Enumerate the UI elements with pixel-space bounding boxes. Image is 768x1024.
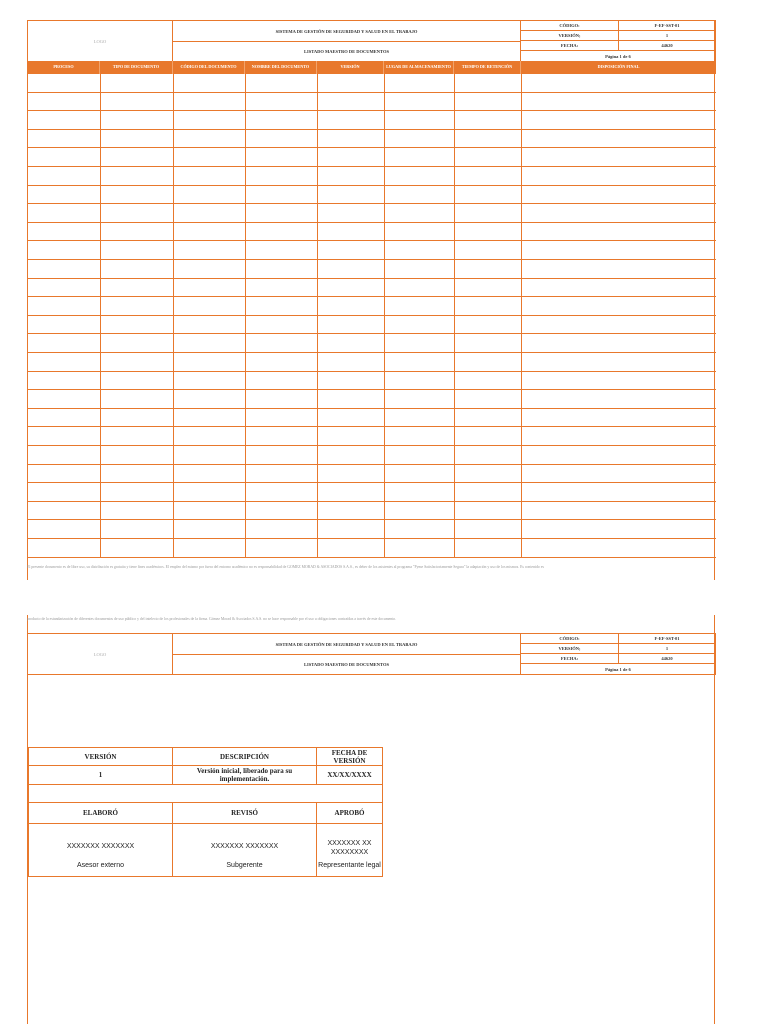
- table-row: [28, 148, 716, 167]
- table-row: [28, 539, 716, 558]
- logo-placeholder: LOGO: [28, 21, 173, 62]
- table-row: [28, 223, 716, 242]
- table-header: [28, 61, 716, 74]
- document-header: [28, 20, 716, 61]
- document-title: LISTADO MAESTRO DE DOCUMENTOS: [173, 42, 521, 62]
- fecha-value: 44620: [619, 41, 716, 51]
- table-row: [28, 316, 716, 335]
- revision-description-value: Versión inicial, liberado para su implementación.: [172, 765, 317, 785]
- fecha-label: FECHA:: [521, 654, 619, 664]
- document-header-2: [28, 633, 716, 674]
- table-row: [28, 427, 716, 446]
- codigo-label: CÓDIGO:: [521, 634, 619, 644]
- approval-header-elaboro: ELABORÓ: [28, 802, 173, 824]
- codigo-value: F-EF-SST-01: [619, 21, 716, 31]
- table-row: [28, 111, 716, 130]
- elaboro-name: XXXXXXX XXXXXXX: [66, 843, 135, 850]
- revision-header-fecha: FECHA DE VERSIÓN: [316, 747, 383, 766]
- page-indicator: Página 1 de 6: [521, 51, 716, 62]
- approval-header-aprobo: APROBÓ: [316, 802, 383, 824]
- table-row: [28, 409, 716, 428]
- table-row: [28, 260, 716, 279]
- disclaimer-text: El presente documento es de libre uso, su distribución es gratuita y tiene fines académicos. El empleo del mismo por fuera del entorno académico no es responsabilidad de GÓMEZ MORAD & ASOCIADOS S.A.S., es deber de los asistentes al programa "Pyme Satisfactoriamente Segura" la adaptación y uso de los mismos. Es contenido es: [27, 565, 544, 569]
- table-row: [28, 446, 716, 465]
- reviso-role: Subgerente: [226, 862, 263, 869]
- table-row: [28, 93, 716, 112]
- approval-header-reviso: REVISÓ: [172, 802, 317, 824]
- fecha-label: FECHA:: [521, 41, 619, 51]
- revision-header-descripcion: DESCRIPCIÓN: [172, 747, 317, 766]
- column-tiempo-retencion: TIEMPO DE RETENCIÓN: [454, 61, 521, 74]
- version-value: 1: [619, 31, 716, 41]
- table-row: [28, 334, 716, 353]
- table-row: [28, 353, 716, 372]
- fecha-value: 44620: [619, 654, 716, 664]
- table-row: [28, 130, 716, 149]
- aprobo-name: XXXXXXX XXXXXXXXXX: [327, 840, 372, 856]
- reviso-name: XXXXXXX XXXXXXX: [210, 843, 279, 850]
- revision-header-version: VERSIÓN: [28, 747, 173, 766]
- table-row: [28, 520, 716, 539]
- column-divider: [245, 74, 246, 558]
- codigo-label: CÓDIGO:: [521, 21, 619, 31]
- table-row: [28, 167, 716, 186]
- table-row: [28, 186, 716, 205]
- version-value: 1: [619, 644, 716, 654]
- table-row: [28, 372, 716, 391]
- revision-spacer: [28, 784, 383, 803]
- table-row: [28, 297, 716, 316]
- version-label: VERSIÓN;: [521, 644, 619, 654]
- table-row: [28, 502, 716, 521]
- aprobo-role: Representante legal: [318, 862, 381, 869]
- table-row: [28, 390, 716, 409]
- column-proceso: PROCESO: [28, 61, 100, 74]
- column-divider: [384, 74, 385, 558]
- page-indicator: Página 1 de 6: [521, 664, 716, 675]
- column-divider: [100, 74, 101, 558]
- document-page-1: [27, 20, 715, 580]
- column-disposicion-final: DISPOSICIÓN FINAL: [597, 64, 640, 70]
- revision-version-value: 1: [28, 765, 173, 785]
- column-lugar-almacenamiento: LUGAR DE ALMACENAMIENTO: [384, 61, 454, 74]
- disclaimer-text-continued: producto de la estandarización de diferentes documentos de uso público y del intelecto de los profesionales de la firma. Gómez Morad & Asociados S.A.S. no se hace responsable por el uso u obligaciones contraídas a través de este documento.: [27, 617, 397, 621]
- column-divider: [454, 74, 455, 558]
- codigo-value: F-EF-SST-01: [619, 634, 716, 644]
- table-row: [28, 465, 716, 484]
- version-label: VERSIÓN;: [521, 31, 619, 41]
- table-row: [28, 483, 716, 502]
- table-row: [28, 241, 716, 260]
- table-row: [28, 204, 716, 223]
- column-divider: [521, 74, 522, 558]
- column-version: VERSIÓN: [317, 61, 384, 74]
- table-row: [28, 74, 716, 93]
- column-divider: [317, 74, 318, 558]
- column-tipo-documento: TIPO DE DOCUMENTO: [100, 61, 173, 74]
- revision-date-value: XX/XX/XXXX: [316, 765, 383, 785]
- column-nombre-documento: NOMBRE DEL DOCUMENTO: [245, 61, 317, 74]
- system-title: SISTEMA DE GESTIÓN DE SEGURIDAD Y SALUD EN EL TRABAJO: [173, 634, 521, 655]
- column-codigo-documento: CÓDIGO DEL DOCUMENTO: [173, 61, 245, 74]
- column-divider: [173, 74, 174, 558]
- table-row: [28, 279, 716, 298]
- logo-placeholder: LOGO: [28, 634, 173, 675]
- document-title: LISTADO MAESTRO DE DOCUMENTOS: [173, 655, 521, 675]
- elaboro-role: Asesor externo: [76, 862, 125, 869]
- system-title: SISTEMA DE GESTIÓN DE SEGURIDAD Y SALUD EN EL TRABAJO: [173, 21, 521, 42]
